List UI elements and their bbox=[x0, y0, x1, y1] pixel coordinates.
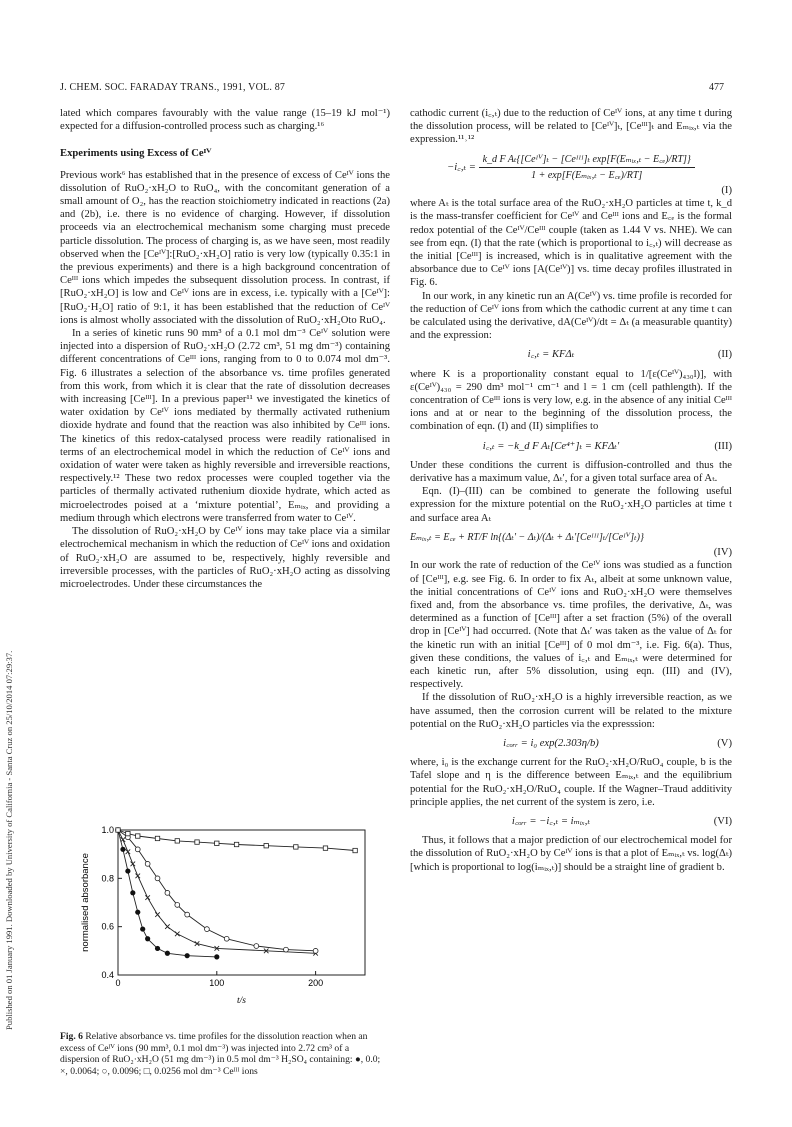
data-point bbox=[155, 912, 160, 917]
series-line bbox=[118, 830, 355, 851]
y-tick-label: 0.4 bbox=[101, 970, 114, 980]
data-point bbox=[323, 846, 327, 850]
series-line bbox=[118, 830, 316, 951]
data-point bbox=[175, 839, 179, 843]
figure-caption bbox=[60, 1031, 390, 1077]
caption-label: Fig. 6 bbox=[60, 1031, 83, 1042]
data-point bbox=[195, 840, 199, 844]
data-point bbox=[264, 844, 268, 848]
absorbance-chart bbox=[60, 820, 390, 1010]
data-point bbox=[145, 895, 150, 900]
data-point bbox=[131, 862, 136, 867]
paragraph: where K is a proportionality constant equal to 1/[ε(Ceᴵⱽ)₄₃₀l)], with ε(Ceᴵⱽ)₄₃₀ = 290 dm³ mol⁻¹ cm⁻¹ and l = 1 cm (cell pathlength). If the concentration of Ceᴵᴵᴵ ions is very low, e.g. in the absence of any initial Ceᴵᴵᴵ ions and at or near to the beginning of the dissolution process, the combination of eqn. (I) and (II) simplifies to bbox=[410, 368, 732, 433]
data-point bbox=[294, 845, 298, 849]
equation-4 bbox=[410, 531, 732, 544]
equation-lhs: −i꜀,ₜ = bbox=[447, 161, 476, 173]
paragraph: where, i₀ is the exchange current for the RuO₂·xH₂O/RuO₄ couple, b is the Tafel slope and η is the difference between Eₘᵢₓ,ₜ and the equilibrium potential for the RuO₂·xH₂O/RuO₄ couple. If the Wagner–Traud additivity principle applies, the net current of the system is zero, i.e. bbox=[410, 757, 732, 808]
data-point bbox=[126, 849, 131, 854]
data-point bbox=[165, 890, 170, 895]
paragraph: where Aₜ is the total surface area of the RuO₂·xH₂O particles at time t, k_d is the mass-transfer coefficient for Ceᴵⱽ and Ceᴵᴵᴵ ions and E꜀ₑ is the formal redox potential of the Ceᴵⱽ/Ceᴵᴵᴵ couple (taken as 1.44 V vs. NHE). We can see from eqn. (I) that the rate (which is proportional to i꜀,ₜ) will decrease as the initial [Ceᴵᴵᴵ] is increased, which is in qualitative agreement with the absorbance due to Ceᴵⱽ ions [A(Ceᴵⱽ)] vs. time decay profiles illustrated in Fig. 6. bbox=[410, 198, 732, 289]
paragraph: In a series of kinetic runs 90 mm³ of a 0.1 mol dm⁻³ Ceᴵⱽ solution were injected into a dispersion of RuO₂·xH₂O (2.72 cm³, 51 mg dm⁻³) containing different concentrations of Ceᴵᴵᴵ ions, ranging from to 0 to 0.074 mol dm⁻³. Fig. 6 illustrates a selection of the absorbance vs. time profiles generated from this work, from which it is clear that the rate of dissolution decreases with increasing [Ceᴵᴵᴵ]. In a previous paper¹¹ we investigated the kinetics of water oxidation by Ceᴵⱽ ions mediated by thermally activated ruthenium dioxide hydrate and found that the reaction was also inhibited by Ceᴵᴵᴵ ions. The kinetics of this redox-catalysed process were readily rationalised in terms of an electrochemical model in which the reduction of Ceᴵⱽ ions and oxidation of water were taken as highly reversible and irreversible reactions, respectively.¹² These two redox processes were coupled together via the particles of thermally activated ruthenium dioxide hydrate, which acted as microelectrodes poised at a ‘mixture potential’, Eₘᵢₓ, and providing a medium through which electrons were transferred from water to Ceᴵⱽ. bbox=[60, 328, 390, 524]
data-point bbox=[155, 876, 160, 881]
y-tick-label: 1.0 bbox=[101, 825, 114, 835]
equation-1 bbox=[410, 153, 732, 182]
paragraph: The dissolution of RuO₂·xH₂O by Ceᴵⱽ ions may take place via a similar electrochemical mechanism in which the reduction of Ceᴵⱽ ions and oxidation of RuO₂·xH₂O are assumed to be, respectively, highly reversible and irreversible processes, with the particles of RuO₂·xH₂O acting as dissolving microelectrodes. Under these circumstances the bbox=[60, 526, 390, 590]
paragraph: If the dissolution of RuO₂·xH₂O is a highly irreversible reaction, as we have assumed, then the corrosion current will be related to the mixture potential on the RuO₂·xH₂O particles via the expresssion: bbox=[410, 692, 732, 730]
data-point bbox=[135, 874, 140, 879]
x-tick-label: 200 bbox=[308, 978, 324, 988]
plot-frame bbox=[118, 830, 365, 975]
equation-5 bbox=[410, 737, 732, 750]
paragraph: Previous work⁶ has established that in the presence of excess of Ceᴵⱽ ions the dissolution of RuO₂·xH₂O to RuO₄, with the concomitant generation of a small amount of O₂, has the reaction stoichiometry indicated in reactions (2a) and (2b), i.e. there is no evidence of charging. However, if dissolution proceeds via an electrochemical mechanism some charging must precede particle dissolution. The process of charging is, as we have seen, most readily observed when the [Ceᴵⱽ]:[RuO₂·xH₂O] ratio is very low (typically 0.35:1 in the previous experiments) and there is a high background concentration of Ceᴵᴵᴵ ions which impedes the subsequent dissolution process. In contrast, if [RuO₂·xH₂O] is low and Ceᴵⱽ ions are in excess, i.e. typically with a [Ceᴵⱽ]:[RuO₂·H₂O] ratio of 9:1, it has been established that the reduction of Ceᴵⱽ ions is almost wholly associated with the dissolution of RuO₂·xH₂Oto RuO₄. bbox=[60, 169, 390, 326]
data-point bbox=[215, 841, 219, 845]
data-point bbox=[145, 861, 150, 866]
data-point bbox=[185, 953, 190, 958]
data-point bbox=[353, 848, 357, 852]
equation-fraction bbox=[479, 153, 695, 182]
page-number: 477 bbox=[709, 82, 724, 93]
equation-body: i꜀ₒᵣᵣ = −i꜀,ₜ = iₘᵢₓ,ₜ bbox=[511, 815, 591, 827]
fraction-denominator: 1 + exp[F(Eₘᵢₓ,ₜ − E꜀ₑ)/RT] bbox=[531, 169, 643, 181]
equation-3 bbox=[410, 440, 732, 453]
y-tick-label: 0.8 bbox=[101, 873, 114, 884]
data-point bbox=[165, 924, 170, 929]
paragraph: Thus, it follows that a major prediction of our electrochemical model for the dissolution of RuO₂·xH₂O by Ceᴵⱽ ions is that a plot of Eₘᵢₓ,ₜ vs. log(Δₜ) [which is proportional to log(iₘᵢₓ,ₜ)] should be a straight line of gradient b. bbox=[410, 835, 732, 873]
running-header: J. CHEM. SOC. FARADAY TRANS., 1991, VOL. 87 bbox=[60, 82, 286, 93]
paragraph: In our work the rate of reduction of the Ceᴵⱽ ions was studied as a function of [Ceᴵᴵᴵ], e.g. see Fig. 6. In order to fix Aₜ, albeit at some unknown value, the initial concentrations of Ceᴵⱽ ions and RuO₂·xH₂O were themselves fixed and, from the absorbance vs. time profiles, the derivative, Δₜ, was determined as a function of [Ceᴵᴵᴵ] after a set fraction (5%) of the overall drop in [Ceᴵⱽ] had occurred. (Note that Δₜ′ was taken as the value of Δₜ for the kinetic run with an initial [Ceᴵᴵᴵ] of 0 mol dm⁻³, i.e. Fig. 6(a). Thus, given these conditions, the values of i꜀,ₜ and Eₘᵢₓ,ₜ were determined for each kinetic run, after 5% dissolution, using eqn. (III) and (IV), respectively. bbox=[410, 560, 732, 691]
equation-label: (V) bbox=[717, 737, 732, 749]
data-point bbox=[155, 836, 159, 840]
data-point bbox=[254, 944, 259, 949]
y-tick-label: 0.6 bbox=[101, 921, 114, 932]
data-point bbox=[234, 842, 238, 846]
data-point bbox=[140, 926, 145, 931]
data-point bbox=[175, 903, 180, 908]
equation-label: (II) bbox=[717, 349, 732, 361]
equation-label: (III) bbox=[714, 440, 732, 452]
download-notice bbox=[4, 150, 18, 1030]
series-line bbox=[118, 830, 316, 953]
data-point bbox=[126, 831, 130, 835]
x-tick-label: 100 bbox=[209, 978, 225, 988]
data-point bbox=[135, 847, 140, 852]
equation-label: (I) bbox=[721, 185, 732, 197]
equation-2 bbox=[410, 348, 732, 361]
fraction-numerator: k_d F Aₜ{[Ceᴵⱽ]ₜ − [Ceᴵᴵᴵ]ₜ exp[F(Eₘᵢₓ,ₜ − E꜀ₑ)/RT]} bbox=[479, 153, 695, 168]
data-point bbox=[313, 948, 318, 953]
data-point bbox=[136, 834, 140, 838]
caption-text: Relative absorbance vs. time profiles for the dissolution reaction when an excess of Ceᴵⱽ ions (90 mm³, 0.1 mol dm⁻³) was injected into 2.72 cm³ of a dispersion of RuO₂·xH₂O (51 mg dm⁻³) in 0.5 mol dm⁻³ H₂SO₄ containing: ●, 0.0; ×, 0.0064; ○, 0.0096; □, 0.0256 mol dm⁻³ Ceᴵᴵᴵ ions bbox=[60, 1031, 381, 1077]
equation-label: (IV) bbox=[713, 547, 732, 559]
x-axis-label: t/s bbox=[237, 996, 246, 1006]
data-point bbox=[165, 951, 170, 956]
equation-label: (VI) bbox=[713, 815, 732, 827]
data-point bbox=[155, 946, 160, 951]
x-tick-label: 0 bbox=[115, 978, 121, 988]
data-point bbox=[145, 936, 150, 941]
data-point bbox=[130, 890, 135, 895]
right-column bbox=[410, 107, 732, 874]
data-point bbox=[205, 927, 210, 932]
data-point bbox=[135, 910, 140, 915]
paragraph: In our work, in any kinetic run an A(Ceᴵⱽ) vs. time profile is recorded for the reduction of Ceᴵⱽ ions from which the cathodic current at any time t can be calculated using the derivative, dA(Ceᴵⱽ)/dt = Δₜ (a measurable quantity) and the expression: bbox=[410, 290, 732, 342]
data-point bbox=[185, 912, 190, 917]
equation-body: i꜀ₒᵣᵣ = i₀ exp(2.303η/b) bbox=[503, 737, 599, 749]
equation-6 bbox=[410, 815, 732, 828]
equation-body: Eₘᵢₓ,ₜ = E꜀ₑ + RT/F ln{(Δₜ′ − Δₜ)/(Δₜ + Δₜ′[Ceᴵᴵᴵ]ₜ/[Ceᴵⱽ]ₜ)} bbox=[410, 531, 644, 543]
figure-6 bbox=[60, 820, 390, 1010]
equation-body: i꜀,ₜ = KFΔₜ bbox=[527, 349, 575, 361]
data-point bbox=[175, 932, 180, 937]
paragraph: cathodic current (i꜀,ₜ) due to the reduction of Ceᴵⱽ ions, at any time t during the dissolution process, will be related to [Ceᴵⱽ]ₜ, [Ceᴵᴵᴵ]ₜ and Eₘᵢₓ,ₜ via the expression.¹¹˒¹² bbox=[410, 108, 732, 146]
data-point bbox=[224, 936, 229, 941]
paragraph: lated which compares favourably with the value range (15–19 kJ mol⁻¹) expected for a diffusion-controlled process such as charging.¹⁶ bbox=[60, 108, 390, 133]
data-point bbox=[214, 954, 219, 959]
data-point bbox=[116, 828, 120, 832]
data-point bbox=[120, 847, 125, 852]
paragraph: Eqn. (I)–(III) can be combined to generate the following useful expression for the mixture potential on the RuO₂·xH₂O particles at time t and surface area Aₜ bbox=[410, 486, 732, 524]
data-point bbox=[125, 868, 130, 873]
left-column bbox=[60, 107, 390, 591]
paragraph: Under these conditions the current is diffusion-controlled and thus the derivative has a maximum value, Δₜ′, for a given total surface area of Aₜ. bbox=[410, 459, 732, 485]
data-point bbox=[284, 947, 289, 952]
section-heading: Experiments using Excess of Ceᴵⱽ bbox=[60, 148, 212, 160]
y-axis-label: normalised absorbance bbox=[80, 853, 91, 952]
data-point bbox=[121, 837, 126, 842]
equation-body: i꜀,ₜ = −k_d F Aₜ[Ce⁴⁺]ₜ = KFΔₜ′ bbox=[482, 440, 620, 452]
download-notice-text: Published on 01 January 1991. Downloaded by University of California - Santa Cruz on 25/10/2014 07:29:37. bbox=[4, 650, 14, 1030]
